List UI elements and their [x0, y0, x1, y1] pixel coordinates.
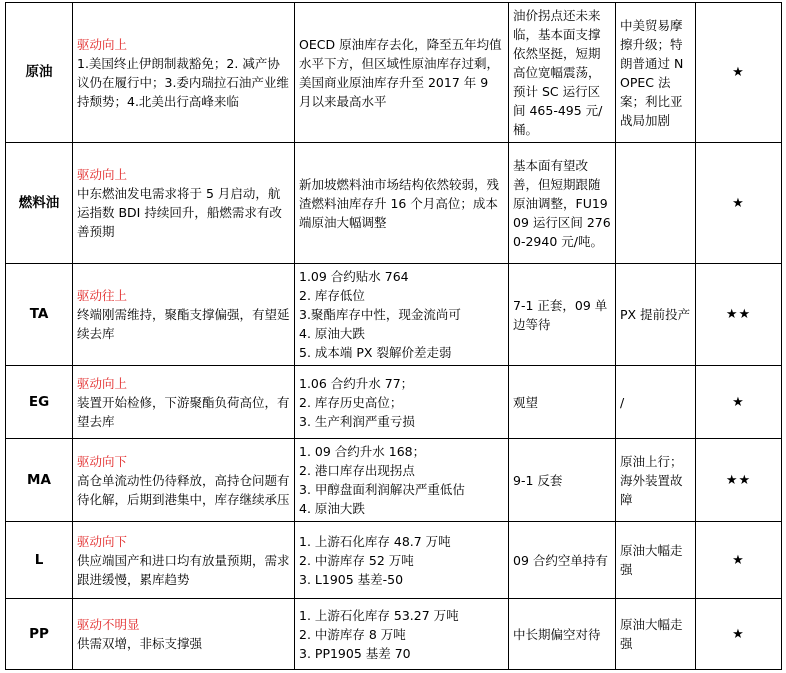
fundamentals-item: 5. 成本端 PX 裂解价差走弱: [299, 345, 452, 360]
table-row: [6, 522, 782, 599]
drive-cell: [73, 439, 295, 522]
table-row: [6, 143, 782, 264]
fundamentals-item: 2. 库存低位: [299, 288, 365, 303]
fundamentals-item: 4. 原油大跌: [299, 326, 365, 341]
drive-cell: [73, 522, 295, 599]
drive-text: 供应端国产和进口均有放量预期，需求跟进缓慢，累库趋势: [77, 552, 290, 587]
table-row: [6, 439, 782, 522]
commodity-name: PP: [6, 599, 73, 670]
fundamentals-item: 3. 甲醇盘面利润解决严重低估: [299, 482, 465, 497]
fundamentals-item: 2. 中游库存 52 万吨: [299, 552, 414, 568]
drive-label: 驱动向下: [77, 453, 128, 469]
strategy-cell: 7-1 正套，09 单边等待: [509, 264, 616, 366]
commodity-name: MA: [6, 439, 73, 522]
rating-stars: ★: [696, 366, 782, 439]
table-row: [6, 366, 782, 439]
strategy-cell: 中长期偏空对待: [509, 599, 616, 670]
drive-label: 驱动向上: [77, 375, 128, 391]
risk-cell: 原油上行；海外装置故障: [616, 439, 696, 522]
table-row: [6, 599, 782, 670]
fundamentals-item: 3. PP1905 基差 70: [299, 645, 411, 661]
drive-label: 驱动不明显: [77, 617, 140, 632]
rating-stars: ★★: [696, 439, 782, 522]
fundamentals-text: 新加坡燃料油市场结构依然较弱，残渣燃料油库存升 16 个月高位；成本端原油大幅调整: [299, 176, 500, 230]
drive-label: 驱动往上: [77, 288, 128, 303]
fundamentals-item: 3.聚酯库存中性，现金流尚可: [299, 307, 461, 322]
rating-stars: ★: [696, 599, 782, 670]
risk-cell: PX 提前投产: [616, 264, 696, 366]
commodity-outlook-table-wrapper: [5, 2, 782, 670]
fundamentals-item: 1.06 合约升水 77；: [299, 375, 414, 391]
drive-text: 1.美国终止伊朗制裁豁免；2. 减产协议仍在履行中；3.委内瑞拉石油产业维持颓势；4.北美出行高峰来临: [77, 55, 289, 109]
fundamentals-item: 3. 生产利润严重亏损: [299, 413, 415, 429]
strategy-cell: 观望: [509, 366, 616, 439]
drive-text: 中东燃油发电需求将于 5 月启动，航运指数 BDI 持续回升，船燃需求有改善预期: [77, 186, 282, 239]
fundamentals-cell: [295, 143, 509, 264]
drive-cell: [73, 3, 295, 143]
fundamentals-item: 1. 上游石化库存 48.7 万吨: [299, 533, 451, 549]
rating-stars: ★★: [696, 264, 782, 366]
fundamentals-item: 1.09 合约贴水 764: [299, 269, 409, 284]
strategy-cell: 油价拐点还未来临，基本面支撑依然坚挺，短期高位宽幅震荡，预计 SC 运行区间 465-495 元/桶。: [509, 3, 616, 143]
commodity-outlook-table: [5, 2, 782, 670]
drive-text: 供需双增，非标支撑强: [77, 636, 203, 651]
fundamentals-item: 1. 09 合约升水 168；: [299, 444, 426, 459]
table-row: [6, 3, 782, 143]
drive-label: 驱动向上: [77, 167, 128, 182]
fundamentals-cell: [295, 264, 509, 366]
fundamentals-item: 3. L1905 基差-50: [299, 571, 404, 587]
commodity-name: 原油: [6, 3, 73, 143]
drive-label: 驱动向上: [77, 36, 128, 52]
drive-cell: [73, 599, 295, 670]
drive-text: 高仓单流动性仍待释放，高持仓问题有待化解，后期到港集中，库存继续承压: [77, 472, 290, 507]
strategy-cell: 基本面有望改善，但短期跟随原油调整，FU1909 运行区间 2760-2940 元/吨。: [509, 143, 616, 264]
drive-text: 终端刚需维持，聚酯支撑偏强，有望延续去库: [77, 307, 290, 341]
strategy-cell: 9-1 反套: [509, 439, 616, 522]
risk-cell: [616, 143, 696, 264]
fundamentals-text: OECD 原油库存去化，降至五年均值水平下方，但区域性原油库存过剩，美国商业原油库存升至 2017 年 9 月以来最高水平: [299, 36, 502, 109]
commodity-name: EG: [6, 366, 73, 439]
fundamentals-cell: [295, 439, 509, 522]
fundamentals-cell: [295, 599, 509, 670]
risk-cell: 原油大幅走强: [616, 522, 696, 599]
rating-stars: ★: [696, 3, 782, 143]
drive-text: 装置开始检修，下游聚酯负荷高位，有望去库: [77, 394, 290, 429]
drive-cell: [73, 366, 295, 439]
strategy-cell: 09 合约空单持有: [509, 522, 616, 599]
fundamentals-cell: [295, 3, 509, 143]
rating-stars: ★: [696, 522, 782, 599]
fundamentals-item: 1. 上游石化库存 53.27 万吨: [299, 607, 459, 623]
fundamentals-item: 2. 中游库存 8 万吨: [299, 626, 406, 642]
table-row: [6, 264, 782, 366]
fundamentals-cell: [295, 522, 509, 599]
fundamentals-item: 2. 库存历史高位；: [299, 394, 403, 410]
drive-cell: [73, 264, 295, 366]
drive-cell: [73, 143, 295, 264]
risk-cell: /: [616, 366, 696, 439]
fundamentals-cell: [295, 366, 509, 439]
commodity-name: L: [6, 522, 73, 599]
drive-label: 驱动向下: [77, 533, 128, 549]
fundamentals-item: 4. 原油大跌: [299, 501, 365, 516]
commodity-name: 燃料油: [6, 143, 73, 264]
fundamentals-item: 2. 港口库存出现拐点: [299, 463, 415, 478]
rating-stars: ★: [696, 143, 782, 264]
risk-cell: 中美贸易摩擦升级；特朗普通过 NOPEC 法案；利比亚战局加剧: [616, 3, 696, 143]
risk-cell: 原油大幅走强: [616, 599, 696, 670]
commodity-name: TA: [6, 264, 73, 366]
